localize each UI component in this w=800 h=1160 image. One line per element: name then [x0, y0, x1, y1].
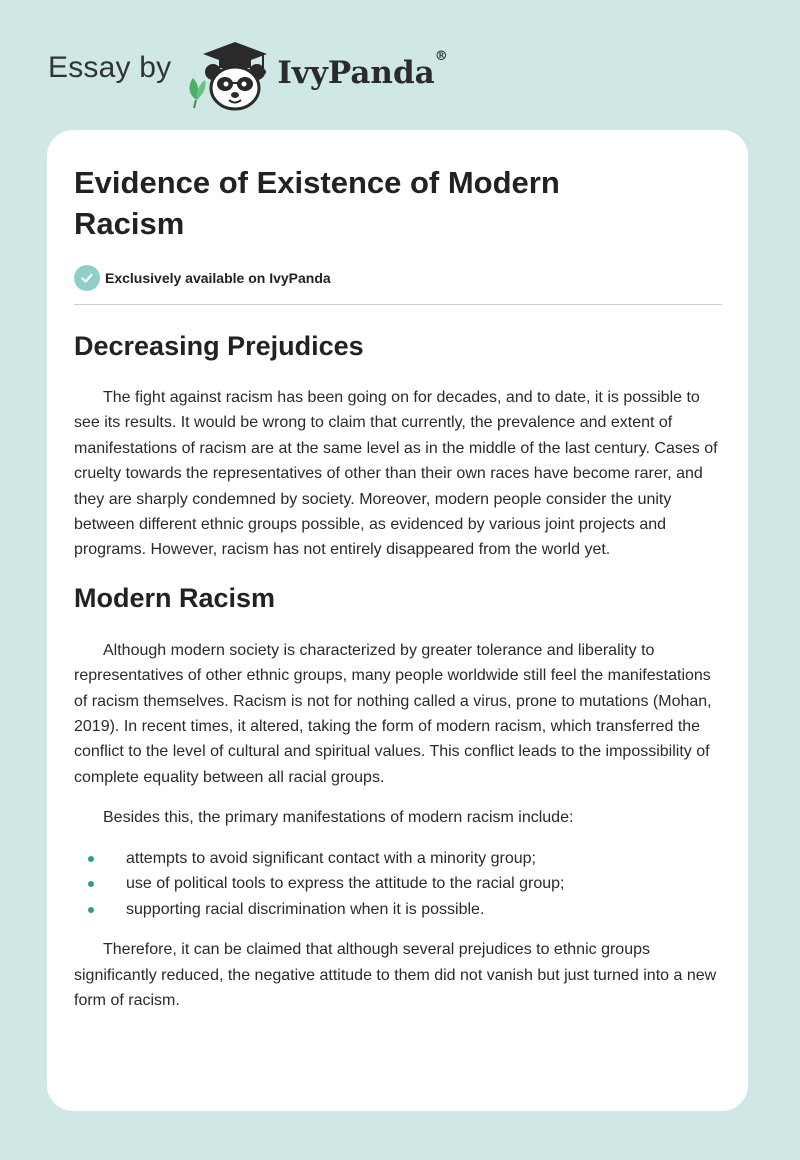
- brand-prefix: Essay by: [48, 51, 172, 84]
- bullet-icon: [88, 856, 94, 862]
- brand-name: IvyPanda®: [277, 49, 448, 91]
- manifestations-list: [74, 846, 722, 923]
- registered-mark: ®: [434, 49, 448, 64]
- section-heading: Modern Racism: [74, 582, 276, 613]
- article-card: [47, 130, 748, 1111]
- section-heading: Decreasing Prejudices: [74, 331, 364, 361]
- bullet-icon: [88, 881, 94, 887]
- exclusive-label: Exclusively available on IvyPanda: [105, 270, 331, 286]
- title-divider: [74, 304, 722, 305]
- section-paragraph: Besides this, the primary manifestations of modern racism include:: [103, 809, 574, 827]
- article-title: Evidence of Existence of Modern Racism: [74, 165, 560, 241]
- exclusive-badge: [74, 265, 722, 291]
- list-item: attempts to avoid significant contact with a minority group;: [74, 846, 722, 872]
- panda-graduate-icon: [183, 34, 275, 114]
- section-paragraph: Therefore, it can be claimed that although several prejudices to ethnic groups significantly reduced, the negative attitude to them did not vanish but just turned into a new form of racism.: [74, 941, 717, 1010]
- section-paragraph: Although modern society is characterized by greater tolerance and liberality to representatives of other ethnic groups, many people worldwide still feel the manifestations of racism themselves. Racism is not for nothing called a virus, prone to mutations (Mohan, 2019). In recent times, it altered, taking the form of modern racism, which transferred the conflict to the level of cultural and spiritual values. This conflict leads to the impossibility of complete equality between all racial groups.: [74, 641, 712, 786]
- check-circle-icon: [74, 265, 100, 291]
- brand-header: [48, 34, 448, 114]
- section-paragraph: The fight against racism has been going on for decades, and to date, it is possible to see its results. It would be wrong to claim that currently, the prevalence and extent of manifestations of racism are at the same level as in the middle of the last century. Cases of cruelty towards the representatives of other than their own races have become rarer, and they are sharply condemned by society. Moreover, modern people consider the unity between different ethnic groups possible, as evidenced by various joint projects and programs. However, racism has not entirely disappeared from the world yet.: [74, 389, 718, 559]
- section-modern-racism: [74, 582, 722, 1014]
- section-decreasing-prejudices: [74, 330, 722, 563]
- list-item: use of political tools to express the attitude to the racial group;: [74, 871, 722, 897]
- bullet-icon: [88, 907, 94, 913]
- list-item: supporting racial discrimination when it is possible.: [74, 897, 722, 923]
